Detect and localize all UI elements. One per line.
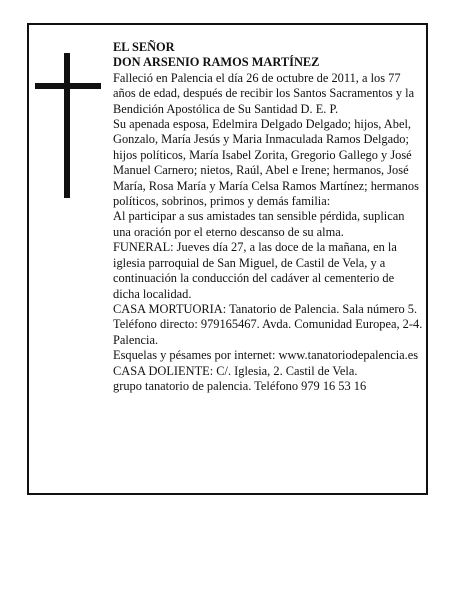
family-home-address: CASA DOLIENTE: C/. Iglesia, 2. Castil de Vela. — [113, 363, 358, 378]
obituary-text — [113, 40, 423, 394]
death-announcement: Falleció en Palencia el día 26 de octubre de 2011, a los 77 años de edad, después de recibir los Santos Sacramentos y la Bendición Apostólica de Su Santidad D. E. P. — [113, 70, 415, 116]
funeral-home-details: CASA MORTUORIA: Tanatorio de Palencia. Sala número 5. Teléfono directo: 979165467. Avda. Comunidad Europea, 2-4. Palencia. — [113, 301, 423, 347]
funeral-group-phone: grupo tanatorio de palencia. Teléfono 979 16 53 16 — [113, 378, 367, 393]
cross-vertical-bar — [64, 53, 70, 198]
latin-cross-icon — [35, 53, 101, 198]
title-line-1: EL SEÑOR — [113, 40, 175, 54]
funeral-details: FUNERAL: Jueves día 27, a las doce de la mañana, en la iglesia parroquial de San Miguel, de Castil de Vela, y a continuación la conducción del cadáver al cementerio de dicha localidad. — [113, 240, 397, 301]
cross-horizontal-bar — [35, 83, 101, 89]
family-list: Su apenada esposa, Edelmira Delgado Delgado; hijos, Abel, Gonzalo, María Jesús y Maria Inmaculada Ramos Delgado; hijos políticos, María Isabel Zorita, Gregorio Gallego y José Manuel Carnero; nietos, Raúl, Abel e Irene; hermanos, José María, Rosa María y María Celsa Ramos Martínez; hermanos políticos, sobrinos, primos y demás familia: — [113, 117, 419, 209]
prayer-request: Al participar a sus amistades tan sensible pérdida, suplican una oración por el eterno descanso de su alma. — [113, 209, 405, 239]
online-condolences: Esquelas y pésames por internet: www.tanatoriodepalencia.es — [113, 348, 419, 363]
deceased-name: DON ARSENIO RAMOS MARTÍNEZ — [113, 55, 320, 70]
